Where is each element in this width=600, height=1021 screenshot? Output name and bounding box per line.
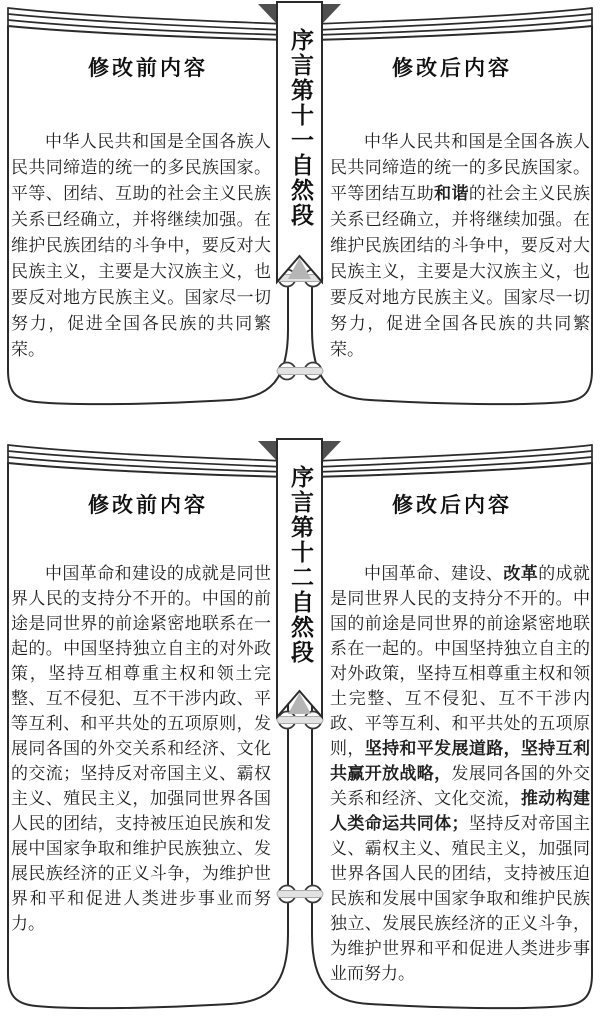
after-text: 中华人民共和国是全国各族人民共同缔造的统一的多民族国家。平等团结互助和谐的社会主义民族关系已经确立，并将继续加强。在维护民族团结的斗争中，要反对大民族主义，主要是大汉族主义，也要反对地方民族主义。国家尽一切努力，促进全国各民族的共同繁荣。 <box>330 132 591 360</box>
before-text: 中国革命和建设的成就是同世界人民的支持分不开的。中国的前途是同世界的前途紧密地联系在一起的。中国坚持独立自主的对外政策，坚持互相尊重主权和领土完整、互不侵犯、互不干涉内政、平等互利、和平共处的五项原则，发展同各国的外交关系和经济、文化的交流；坚持反对帝国主义、霸权主义、殖民主义，加强同世界各国人民的团结，支持被压迫民族和发展中国家争取和维护民族独立、发展民族经济的正义斗争，为维护世界和平和促进人类进步事业而努力。 <box>11 564 271 934</box>
before-title: 修改前内容 <box>88 493 208 517</box>
after-title: 修改后内容 <box>392 56 512 80</box>
spine-ribbon <box>277 465 323 687</box>
spine-label: 序言第十一自然段 <box>287 28 313 228</box>
amendment-section-2 <box>0 437 600 1021</box>
after-title: 修改后内容 <box>392 493 512 517</box>
amendment-section-1 <box>0 0 600 412</box>
after-text: 中国革命、建设、改革的成就是同世界人民的支持分不开的。中国的前途是同世界的前途紧密地联系在一起的。中国坚持独立自主的对外政策，坚持互相尊重主权和领土完整、互不侵犯、互不干涉内政、平等互利、和平共处的五项原则，坚持和平发展道路，坚持互利共赢开放战略，发展同各国的外交关系和经济、文化交流，推动构建人类命运共同体；坚持反对帝国主义、霸权主义、殖民主义，加强同世界各国人民的团结，支持被压迫民族和发展中国家争取和维护民族独立、发展民族经济的正义斗争，为维护世界和平和促进人类进步事业而努力。 <box>330 564 591 984</box>
before-title: 修改前内容 <box>88 56 208 80</box>
spine-label: 序言第十二自然段 <box>287 465 313 665</box>
spine-ribbon <box>277 28 323 250</box>
before-text: 中华人民共和国是全国各族人民共同缔造的统一的多民族国家。平等、团结、互助的社会主义民族关系已经确立，并将继续加强。在维护民族团结的斗争中，要反对大民族主义，主要是大汉族主义，也要反对地方民族主义。国家尽一切努力，促进全国各民族的共同繁荣。 <box>11 132 271 360</box>
